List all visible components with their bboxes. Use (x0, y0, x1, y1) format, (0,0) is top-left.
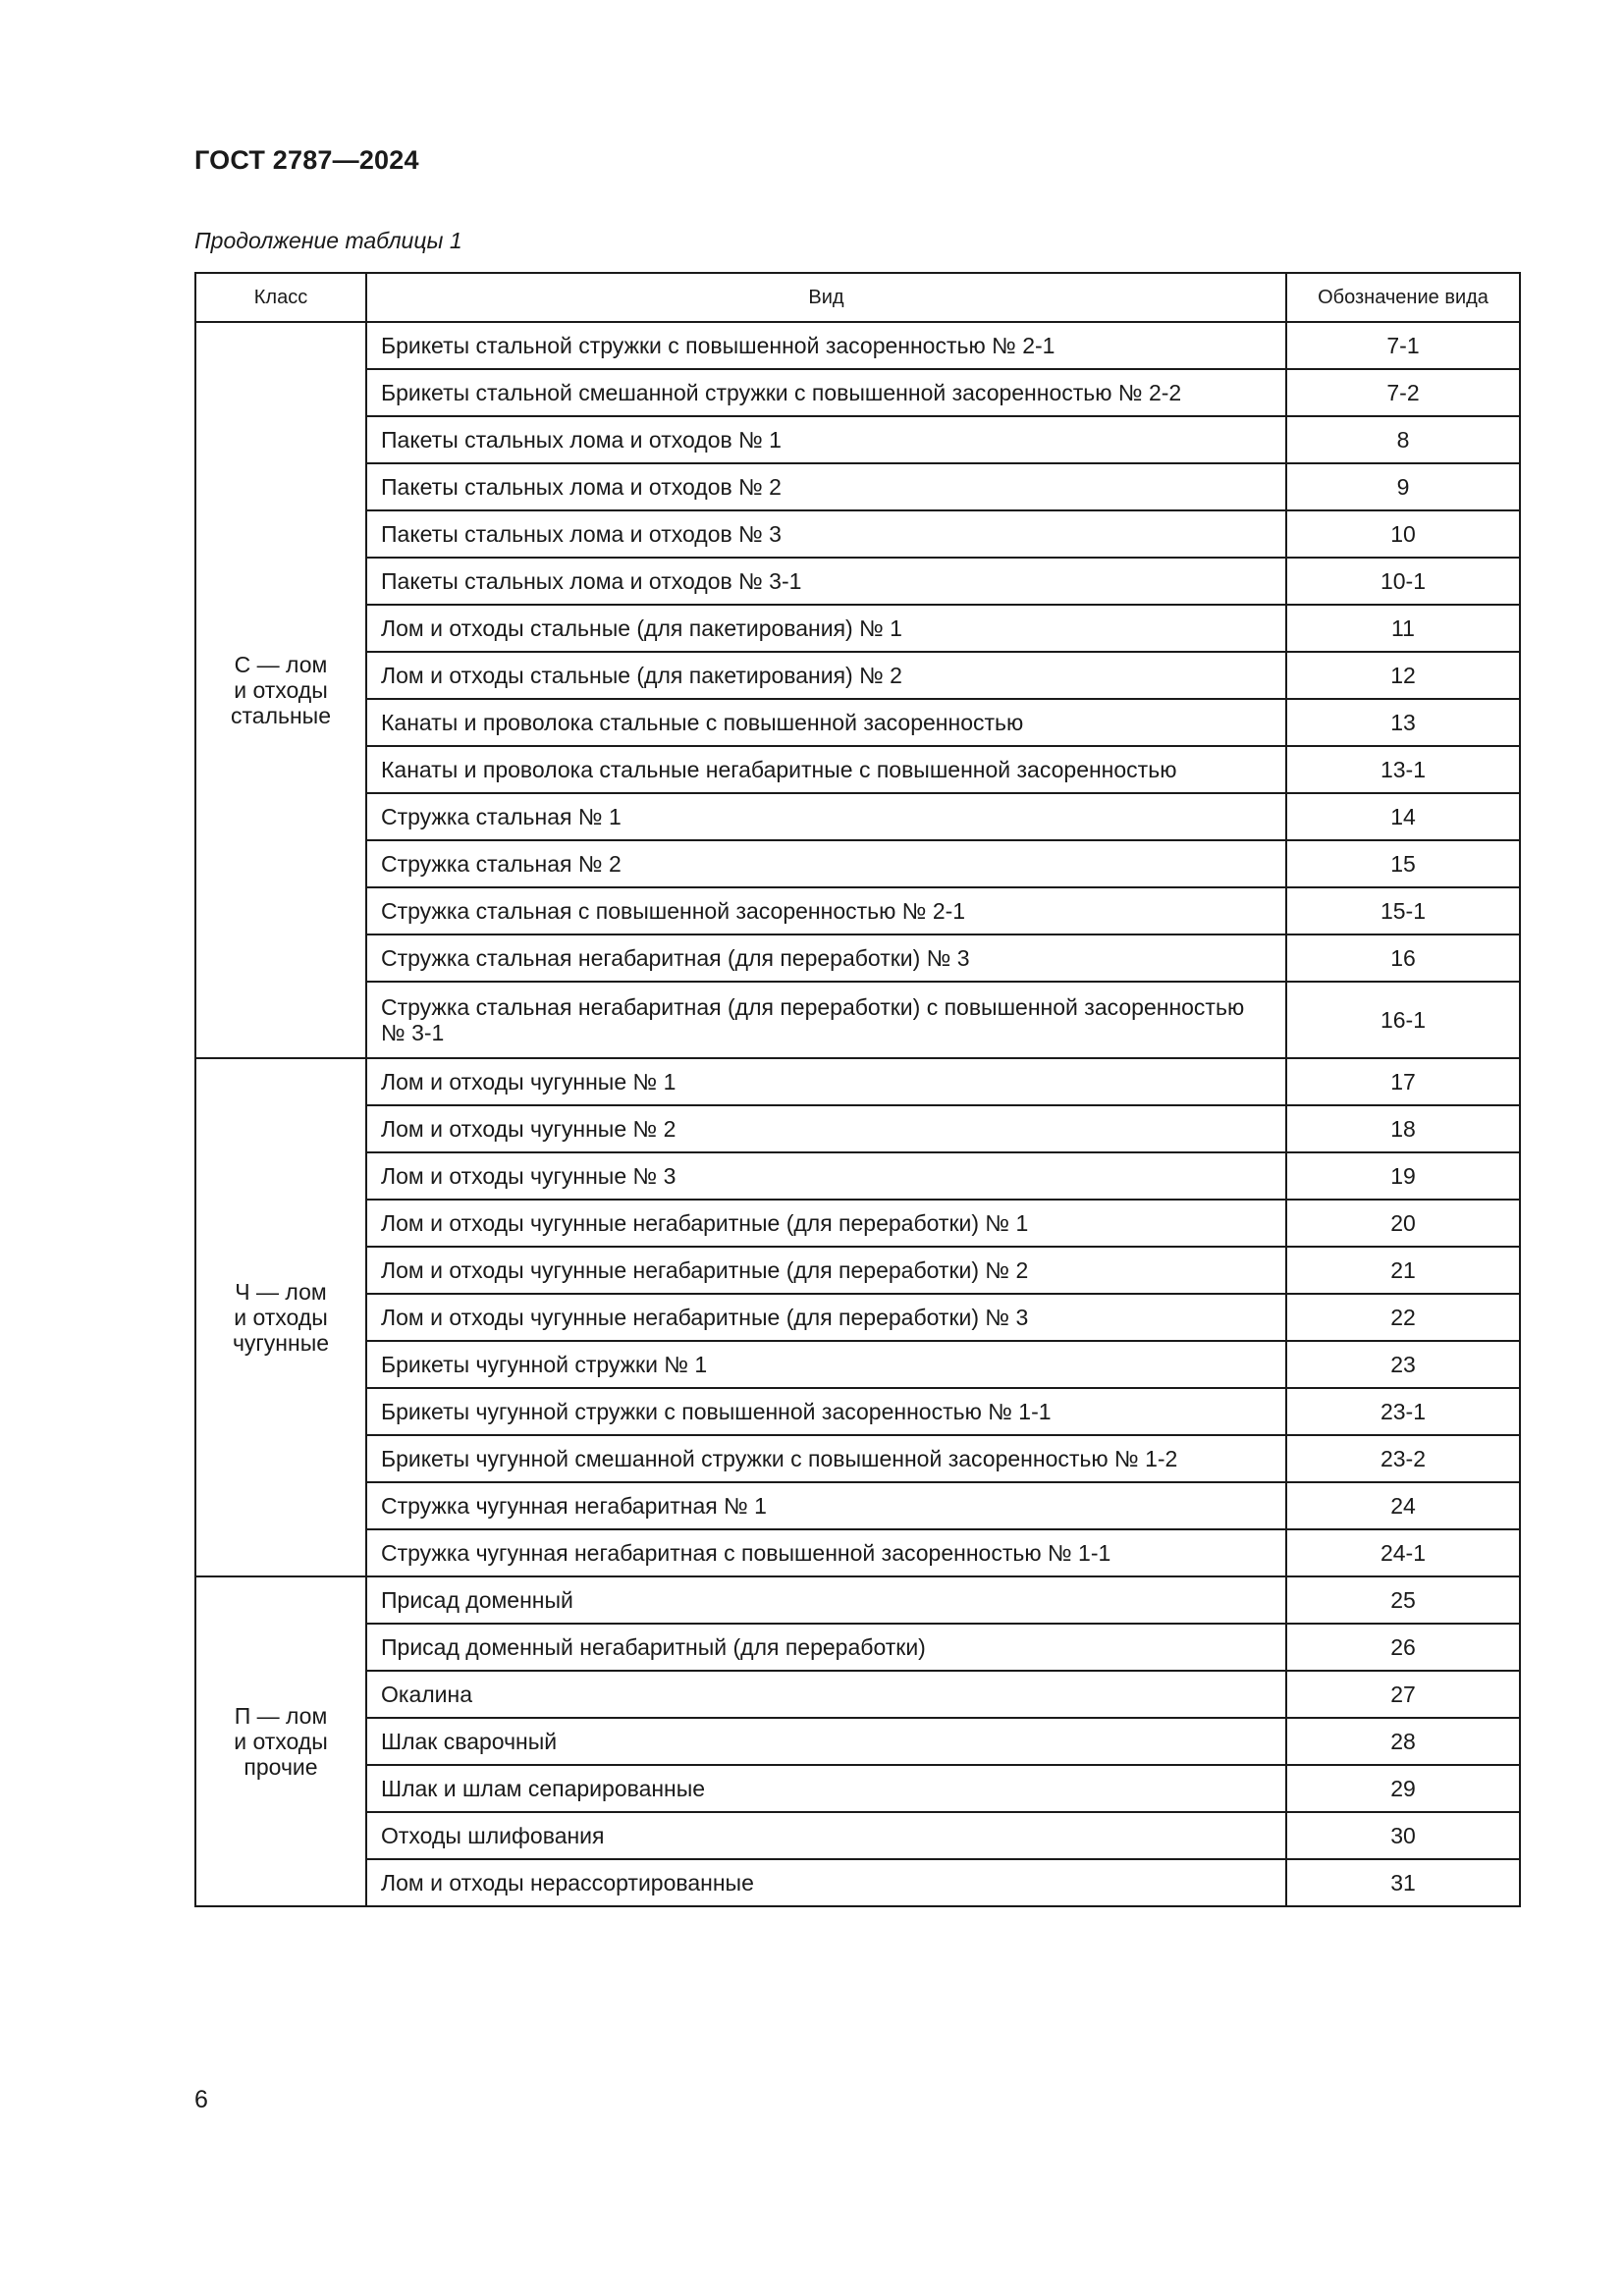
code-cell: 15-1 (1286, 887, 1520, 934)
kind-cell: Стружка стальная с повышенной засоренностью № 2-1 (366, 887, 1286, 934)
class-label: Ч — лом и отходы чугунные (232, 1279, 330, 1356)
code-cell: 24 (1286, 1482, 1520, 1529)
table-row (195, 1624, 1520, 1671)
kind-cell: Окалина (366, 1671, 1286, 1718)
kind-cell: Канаты и проволока стальные с повышенной засоренностью (366, 699, 1286, 746)
table-body (195, 322, 1520, 1906)
table-continuation-caption: Продолжение таблицы 1 (194, 228, 462, 253)
table-row (195, 558, 1520, 605)
code-cell: 27 (1286, 1671, 1520, 1718)
code-cell: 31 (1286, 1859, 1520, 1906)
kind-cell: Лом и отходы чугунные № 3 (366, 1152, 1286, 1200)
kind-cell: Лом и отходы чугунные негабаритные (для переработки) № 1 (366, 1200, 1286, 1247)
table-row (195, 840, 1520, 887)
code-cell: 12 (1286, 652, 1520, 699)
kind-cell: Стружка стальная № 2 (366, 840, 1286, 887)
table-row (195, 1671, 1520, 1718)
table-row (195, 1294, 1520, 1341)
kind-cell: Стружка стальная негабаритная (для переработки) с повышенной засоренностью № 3-1 (366, 982, 1286, 1058)
table-row (195, 1247, 1520, 1294)
code-cell: 17 (1286, 1058, 1520, 1105)
table-row (195, 1105, 1520, 1152)
class-cell (195, 1576, 366, 1906)
table-row (195, 1765, 1520, 1812)
class-cell (195, 1058, 366, 1576)
table-header-row (195, 273, 1520, 322)
kind-cell: Пакеты стальных лома и отходов № 2 (366, 463, 1286, 510)
class-label: С — лом и отходы стальные (231, 652, 331, 728)
code-cell: 7-1 (1286, 322, 1520, 369)
class-cell (195, 322, 366, 1058)
table-row (195, 1529, 1520, 1576)
code-cell: 25 (1286, 1576, 1520, 1624)
code-cell: 18 (1286, 1105, 1520, 1152)
table-row (195, 746, 1520, 793)
code-cell: 14 (1286, 793, 1520, 840)
code-cell: 16-1 (1286, 982, 1520, 1058)
table-row (195, 1200, 1520, 1247)
table-row (195, 887, 1520, 934)
code-cell: 30 (1286, 1812, 1520, 1859)
table-row (195, 699, 1520, 746)
kind-cell: Брикеты стальной стружки с повышенной засоренностью № 2-1 (366, 322, 1286, 369)
code-cell: 11 (1286, 605, 1520, 652)
code-cell: 28 (1286, 1718, 1520, 1765)
kind-cell: Лом и отходы чугунные негабаритные (для переработки) № 2 (366, 1247, 1286, 1294)
scrap-classification-table (194, 272, 1521, 1907)
table-row (195, 1341, 1520, 1388)
code-cell: 9 (1286, 463, 1520, 510)
table-row (195, 1576, 1520, 1624)
kind-cell: Лом и отходы стальные (для пакетирования) № 1 (366, 605, 1286, 652)
code-cell: 10 (1286, 510, 1520, 558)
column-header-kind: Вид (366, 273, 1286, 322)
kind-cell: Стружка стальная негабаритная (для переработки) № 3 (366, 934, 1286, 982)
kind-cell: Лом и отходы стальные (для пакетирования) № 2 (366, 652, 1286, 699)
kind-cell: Шлак сварочный (366, 1718, 1286, 1765)
kind-cell: Стружка чугунная негабаритная с повышенной засоренностью № 1-1 (366, 1529, 1286, 1576)
code-cell: 22 (1286, 1294, 1520, 1341)
code-cell: 16 (1286, 934, 1520, 982)
code-cell: 24-1 (1286, 1529, 1520, 1576)
kind-cell: Шлак и шлам сепарированные (366, 1765, 1286, 1812)
code-cell: 20 (1286, 1200, 1520, 1247)
code-cell: 10-1 (1286, 558, 1520, 605)
table-row (195, 1435, 1520, 1482)
table-row (195, 652, 1520, 699)
kind-cell: Брикеты чугунной смешанной стружки с повышенной засоренностью № 1-2 (366, 1435, 1286, 1482)
code-cell: 23 (1286, 1341, 1520, 1388)
document-code: ГОСТ 2787—2024 (194, 145, 419, 175)
column-header-class: Класс (195, 273, 366, 322)
table-row (195, 1058, 1520, 1105)
code-cell: 21 (1286, 1247, 1520, 1294)
table-row (195, 416, 1520, 463)
kind-cell: Отходы шлифования (366, 1812, 1286, 1859)
table-row (195, 463, 1520, 510)
table-row (195, 793, 1520, 840)
table-row (195, 322, 1520, 369)
table-row (195, 1859, 1520, 1906)
kind-cell: Присад доменный (366, 1576, 1286, 1624)
code-cell: 29 (1286, 1765, 1520, 1812)
kind-cell: Пакеты стальных лома и отходов № 1 (366, 416, 1286, 463)
kind-cell: Пакеты стальных лома и отходов № 3 (366, 510, 1286, 558)
column-header-code: Обозначение вида (1286, 273, 1520, 322)
code-cell: 19 (1286, 1152, 1520, 1200)
kind-cell: Стружка чугунная негабаритная № 1 (366, 1482, 1286, 1529)
code-cell: 8 (1286, 416, 1520, 463)
code-cell: 15 (1286, 840, 1520, 887)
kind-cell: Пакеты стальных лома и отходов № 3-1 (366, 558, 1286, 605)
code-cell: 23-2 (1286, 1435, 1520, 1482)
table-row (195, 369, 1520, 416)
table-row (195, 605, 1520, 652)
code-cell: 23-1 (1286, 1388, 1520, 1435)
kind-cell: Брикеты чугунной стружки с повышенной засоренностью № 1-1 (366, 1388, 1286, 1435)
table-row (195, 1388, 1520, 1435)
table-row (195, 934, 1520, 982)
kind-cell: Брикеты стальной смешанной стружки с повышенной засоренностью № 2-2 (366, 369, 1286, 416)
code-cell: 7-2 (1286, 369, 1520, 416)
code-cell: 13 (1286, 699, 1520, 746)
table-row (195, 1812, 1520, 1859)
kind-cell: Лом и отходы чугунные № 2 (366, 1105, 1286, 1152)
kind-cell: Лом и отходы чугунные негабаритные (для переработки) № 3 (366, 1294, 1286, 1341)
kind-cell: Присад доменный негабаритный (для переработки) (366, 1624, 1286, 1671)
table-row (195, 510, 1520, 558)
kind-cell: Лом и отходы чугунные № 1 (366, 1058, 1286, 1105)
kind-cell: Лом и отходы нерассортированные (366, 1859, 1286, 1906)
table-row (195, 982, 1520, 1058)
kind-cell: Стружка стальная № 1 (366, 793, 1286, 840)
kind-cell: Канаты и проволока стальные негабаритные с повышенной засоренностью (366, 746, 1286, 793)
table-row (195, 1718, 1520, 1765)
page-number: 6 (194, 2086, 208, 2113)
kind-cell: Брикеты чугунной стружки № 1 (366, 1341, 1286, 1388)
table-row (195, 1482, 1520, 1529)
table-row (195, 1152, 1520, 1200)
class-label: П — лом и отходы прочие (234, 1703, 328, 1780)
code-cell: 13-1 (1286, 746, 1520, 793)
code-cell: 26 (1286, 1624, 1520, 1671)
